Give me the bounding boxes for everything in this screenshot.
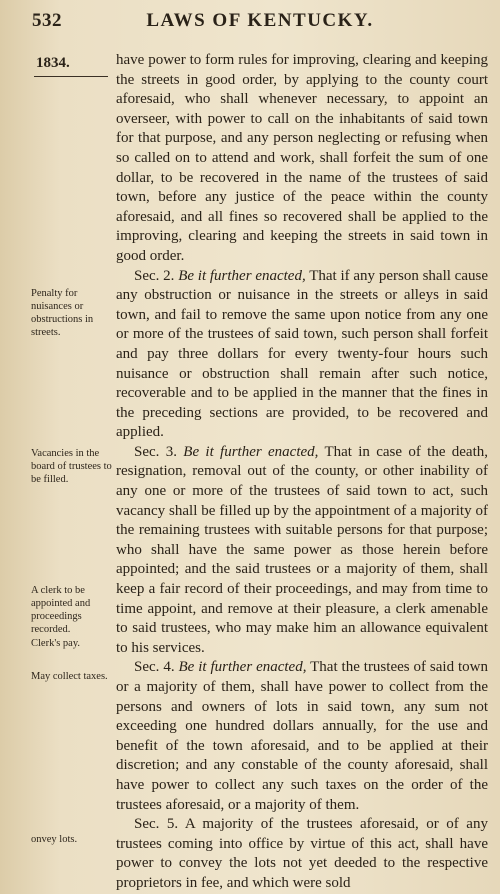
sidenote-clerk-pay: Clerk's pay. (31, 638, 81, 649)
section-4-enacting-clause: Be it further enacted, (178, 659, 307, 676)
section-4 (116, 658, 488, 815)
section-5-text: A majority of the trustees aforesaid, or of any trustees coming into office by virtue of this act, shall have power to convey the lots not yet deeded to the respective proprietors in fee, and which were sold (116, 816, 488, 891)
sidenote-taxes: May collect taxes. (31, 671, 108, 682)
sidenote-penalty: Penalty for nuisances or obstructions in streets. (31, 288, 94, 338)
sidenote-vacancies: Vacancies in the board of trustees to be filled. (31, 448, 112, 485)
sidenote-clerk: A clerk to be appointed and proceedings recorded. (31, 585, 91, 635)
section-2-enacting-clause: Be it further enacted, (178, 267, 306, 284)
section-2-label: Sec. 2. (134, 267, 175, 284)
running-header (30, 10, 490, 36)
sidenote-convey: onvey lots. (31, 834, 78, 845)
section-5-label: Sec. 5. (134, 816, 179, 833)
section-4-label: Sec. 4. (134, 659, 175, 676)
body-text (116, 51, 488, 894)
section-2 (116, 267, 488, 443)
section-3-enacting-clause: Be it further enacted, (183, 443, 319, 460)
year-rule (34, 76, 108, 77)
section-2-text: That if any person shall cause any obstruction or nuisance in the streets or alleys in said town, and fail to remove the same upon notice from any one or more of the trustees of said town, such person shall forfeit and pay three dollars for every twenty-four hours such nuisance or obstruction shall remain after such notice, recoverable and to be applied in the manner that the fines in the preceding sections are provided, to be recovered and applied. (116, 267, 488, 441)
section-5 (116, 815, 488, 893)
running-title: LAWS OF KENTUCKY. (146, 10, 374, 31)
page-number: 532 (32, 10, 62, 31)
year-marginal: 1834. (36, 55, 70, 71)
section-3 (116, 443, 488, 659)
section-4-text: That the trustees of said town or a majority of them, shall have power to collect from the persons and owners of lots in said town, any sum not exceeding one hundred dollars annually, for the use and benefit of the town aforesaid, and to be applied at their discretion; and any constable of the county aforesaid, shall have power to collect any such taxes on the order of the trustees aforesaid, or a majority of them. (116, 659, 488, 813)
section-3-label: Sec. 3. (134, 443, 177, 460)
paragraph-continuation: have power to form rules for improving, clearing and keeping the streets in good order, by applying to the county court aforesaid, who shall whenever necessary, to appoint an overseer, with power to call on the inhabitants of said town for that purpose, and any person neglecting or refusing when so called on to attend and work, shall forfeit the sum of one dollar, to be recovered in the name of the trustees of said town, before any justice of the peace within the county aforesaid, and all fines so recovered shall be applied to the improving, clearing and keeping the streets in said town in good order. (116, 52, 488, 264)
section-3-text: That in case of the death, resignation, removal out of the county, or other inability of any one or more of the trustees of said town to act, such vacancy shall be filled up by the appointment of a majority of the remaining trustees with suitable persons for that purpose; who shall have the same power as those herein before appointed; and the said trustees or a majority of them, shall keep a fair record of their proceedings, and may from time to time appoint, and remove at their pleasure, a clerk amenable to said trustees, who may make him an allowance equivalent to his services. (116, 443, 489, 656)
